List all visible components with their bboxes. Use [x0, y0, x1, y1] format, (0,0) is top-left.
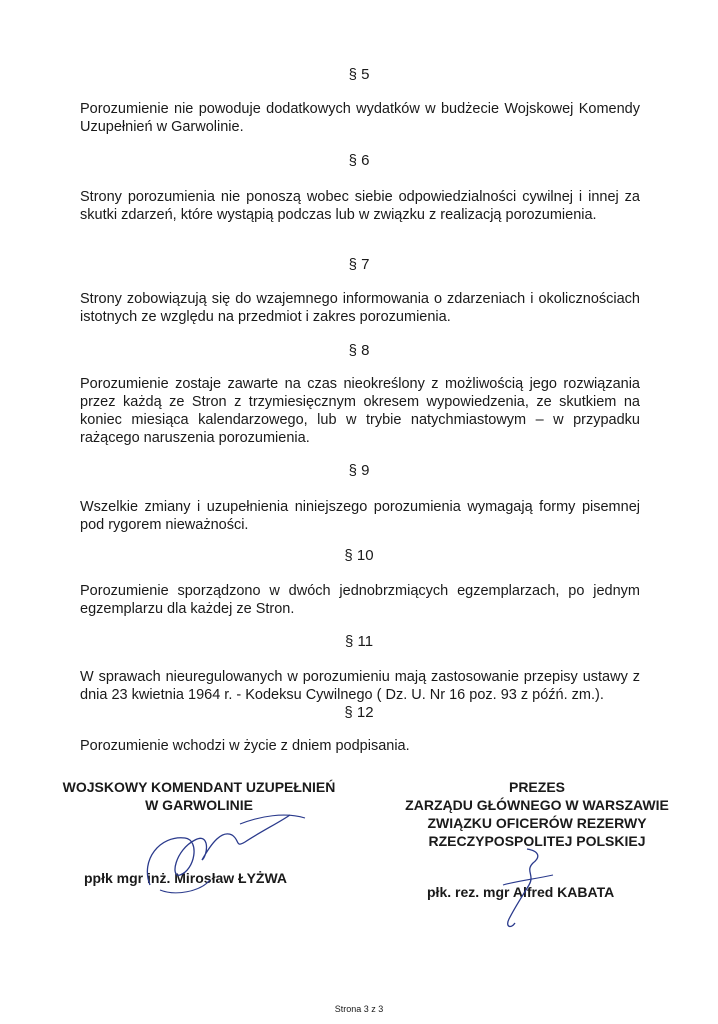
right-title-line-2: ZARZĄDU GŁÓWNEGO W WARSZAWIE [405, 797, 669, 813]
section-mark-9: § 9 [348, 462, 370, 479]
section-text-6: Strony porozumienia nie ponoszą wobec siebie odpowiedzialności cywilnej i innej za skutki zdarzeń, które wystąpią podczas lub w związku z realizacją porozumienia. [80, 189, 640, 223]
left-signatory-name: ppłk mgr inż. Mirosław ŁYŻWA [84, 870, 288, 886]
section-text-10: Porozumienie sporządzono w dwóch jednobrzmiących egzemplarzach, po jednym egzemplarzu dla każdej ze Stron. [80, 583, 640, 617]
section-mark-12: § 12 [344, 704, 374, 721]
right-title-line-4: RZECZYPOSPOLITEJ POLSKIEJ [428, 833, 646, 849]
handwritten-signature-right [495, 845, 565, 935]
right-title-line-3: ZWIĄZKU OFICERÓW REZERWY [427, 815, 647, 831]
section-mark-7: § 7 [348, 256, 370, 273]
section-mark-11: § 11 [344, 633, 374, 650]
section-text-12: Porozumienie wchodzi w życie z dniem podpisania. [80, 738, 410, 754]
section-text-5: Porozumienie nie powoduje dodatkowych wydatków w budżecie Wojskowej Komendy Uzupełnień w Garwolinie. [80, 101, 640, 135]
signature-block-right [378, 778, 696, 850]
handwritten-signature-left [140, 800, 310, 900]
section-text-11: W sprawach nieuregulowanych w porozumieniu mają zastosowanie przepisy ustawy z dnia 23 kwietnia 1964 r. - Kodeksu Cywilnego ( Dz. U. Nr 16 poz. 93 z późń. zm.). [80, 669, 640, 703]
page-footer: Strona 3 z 3 [334, 1004, 384, 1014]
right-signatory-name: płk. rez. mgr Alfred KABATA [427, 884, 615, 900]
section-mark-10: § 10 [344, 547, 374, 564]
section-mark-5: § 5 [348, 66, 370, 83]
section-mark-8: § 8 [348, 342, 370, 359]
left-title-line-2: W GARWOLINIE [145, 797, 253, 813]
right-title-line-1: PREZES [508, 779, 565, 795]
left-title-line-1: WOJSKOWY KOMENDANT UZUPEŁNIEŃ [62, 779, 336, 795]
section-mark-6: § 6 [348, 152, 370, 169]
section-text-9: Wszelkie zmiany i uzupełnienia niniejszego porozumienia wymagają formy pisemnej pod rygorem nieważności. [80, 499, 640, 533]
section-text-7: Strony zobowiązują się do wzajemnego informowania o zdarzeniach i okolicznościach istotnych ze względu na przedmiot i zakres porozumienia. [80, 291, 640, 325]
section-text-8: Porozumienie zostaje zawarte na czas nieokreślony z możliwością jego rozwiązania przez każdą ze Stron z trzymiesięcznym okresem wypowiedzenia, ze skutkiem na koniec miesiąca kalendarzowego, lub w trybie natychmiastowym – w przypadku rażącego naruszenia porozumienia. [80, 376, 640, 446]
